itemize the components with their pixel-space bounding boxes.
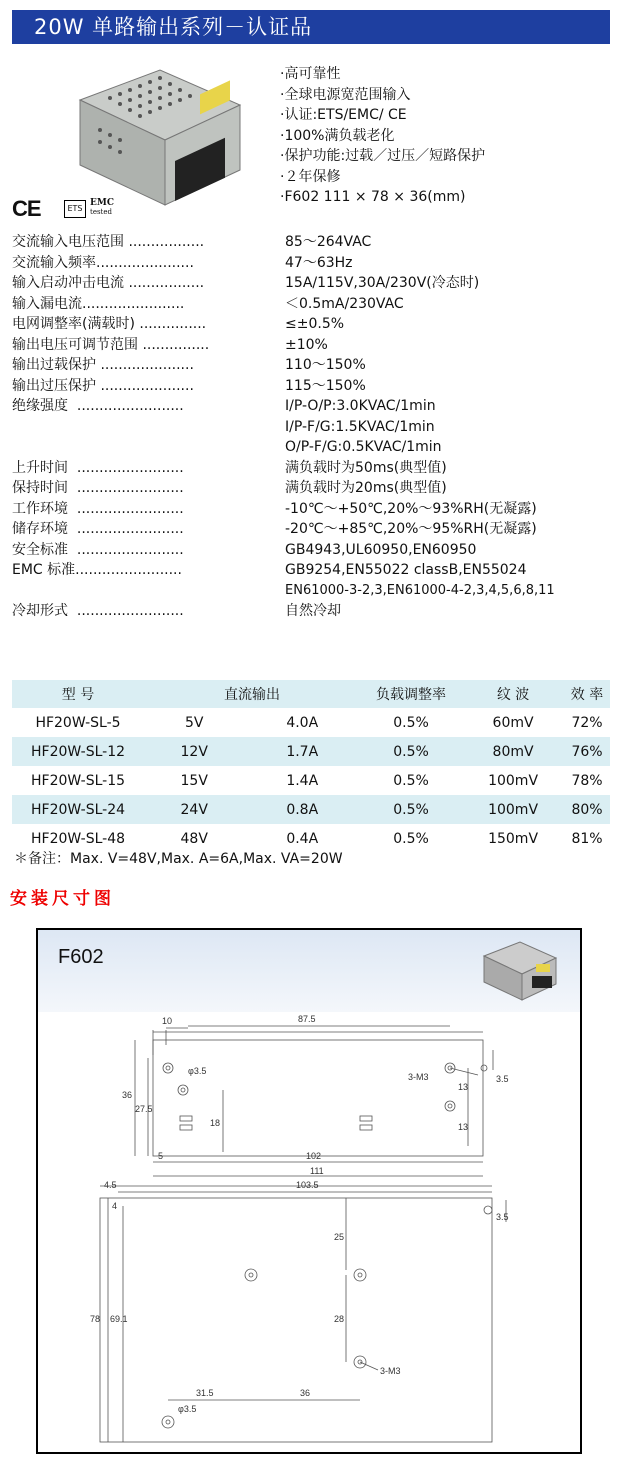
spec-row: EN61000-3-2,3,EN61000-4-2,3,4,5,6,8,11 [285, 582, 555, 598]
dim-label: 3.5 [496, 1212, 509, 1222]
product-photo [70, 60, 250, 210]
col-header-dc-output: 直流输出 [144, 680, 360, 708]
spec-row: 交流输入频率...................... 47～63Hz [12, 254, 353, 271]
feature-item: ·全球电源宽范围输入 [280, 86, 411, 103]
col-header-model: 型 号 [12, 680, 144, 708]
feature-item: ·高可靠性 [280, 66, 341, 82]
dim-label: 28 [334, 1314, 345, 1324]
dim-label: φ3.5 [188, 1066, 207, 1076]
spec-row: 冷却形式 ........................ 自然冷却 [12, 603, 341, 619]
dim-label: 78 [90, 1314, 101, 1324]
table-row: HF20W-SL-12 12V 1.7A 0.5% 80mV 76% [12, 737, 610, 766]
spec-row: 交流输入电压范围 ................. 85～264VAC [12, 234, 372, 250]
spec-row: 保持时间 ........................ 满负载时为20ms(典型值) [12, 480, 447, 496]
feature-item: ·２年保修 [280, 168, 341, 185]
feature-list [280, 64, 485, 208]
dim-label: 36 [300, 1388, 311, 1398]
feature-item: ·保护功能:过载／过压／短路保护 [280, 148, 486, 164]
spec-row: 输出过载保护 ..................... 110～150% [12, 357, 366, 373]
dimension-lines [38, 930, 582, 1454]
footnote: ＊备注：Max. V=48V,Max. A=6A,Max. VA=20W [14, 851, 343, 867]
dim-label: 87.5 [298, 1014, 316, 1024]
spec-row: 输出过压保护 ..................... 115～150% [12, 377, 366, 394]
dim-label: 27.5 [135, 1104, 153, 1114]
dimension-drawing [36, 928, 582, 1454]
table-row: HF20W-SL-24 24V 0.8A 0.5% 100mV 80% [12, 795, 610, 824]
spec-row: 输入漏电流....................... ＜0.5mA/230VAC [12, 295, 404, 312]
dim-label: φ3.5 [178, 1404, 197, 1414]
spec-row: 工作环境 ........................ -10℃～+50℃,20%～93%RH(无凝露) [12, 500, 537, 517]
dim-label: 3.5 [496, 1074, 509, 1084]
emc-tested-mark: EMC tested [90, 198, 114, 216]
table-row: HF20W-SL-48 48V 0.4A 0.5% 150mV 81% [30, 830, 603, 847]
dim-label: 5 [158, 1151, 164, 1161]
spec-row: 输入启动冲击电流 ................. 15A/115V,30A/230V(冷态时) [12, 275, 480, 291]
col-header-efficiency: 效 率 [564, 680, 610, 708]
spec-row: 绝缘强度 ........................ I/P-O/P:3.0KVAC/1min [12, 398, 436, 414]
feature-item: ·100%满负载老化 [280, 127, 395, 144]
spec-row: I/P-F/G:1.5KVAC/1min [285, 418, 435, 435]
spec-row: O/P-F/G:0.5KVAC/1min [285, 439, 442, 455]
dim-label: 3-M3 [408, 1072, 429, 1082]
ce-mark: CE [12, 196, 41, 221]
dim-label: 25 [334, 1232, 345, 1242]
dim-label: 13 [458, 1122, 469, 1132]
dim-label: 69.1 [110, 1314, 128, 1324]
col-header-ripple: 纹 波 [462, 680, 564, 708]
dim-label: 10 [162, 1016, 173, 1026]
spec-row: EMC 标准........................ GB9254,EN55022 classB,EN55024 [12, 562, 527, 578]
dim-label: 36 [122, 1090, 133, 1100]
dim-label: 18 [210, 1118, 221, 1128]
spec-row: 储存环境 ........................ -20℃～+85℃,20%～95%RH(无凝露) [12, 521, 537, 537]
page-title: 20W 单路输出系列－认证品 [12, 10, 610, 44]
spec-table [12, 232, 612, 622]
drawing-model-code: F602 [58, 946, 104, 968]
dim-label: 31.5 [196, 1388, 214, 1398]
dim-label: 4.5 [104, 1180, 117, 1190]
dim-label: 3-M3 [380, 1366, 401, 1376]
ets-mark: ETS [64, 200, 86, 218]
dim-label: 13 [458, 1082, 469, 1092]
spec-row: 输出电压可调节范围 ............... ±10% [12, 336, 328, 353]
spec-row: 上升时间 ........................ 满负载时为50ms(典型值) [12, 459, 447, 476]
dim-label: 102 [306, 1151, 322, 1161]
dim-label: 4 [112, 1201, 118, 1211]
feature-item: ·F602 111 × 78 × 36(mm) [280, 189, 466, 205]
output-table [12, 680, 610, 853]
dim-label: 111 [310, 1166, 324, 1176]
spec-row: 电网调整率(满载时) ............... ≤±0.5% [12, 316, 345, 332]
table-row: HF20W-SL-15 15V 1.4A 0.5% 100mV 78% [30, 772, 603, 789]
table-row: HF20W-SL-5 5V 4.0A 0.5% 60mV 72% [35, 714, 603, 731]
dim-label: 103.5 [296, 1180, 319, 1190]
install-dimensions-title: 安装尺寸图 [10, 889, 115, 909]
spec-row: 安全标准 ........................ GB4943,UL60950,EN60950 [12, 541, 477, 558]
feature-item: ·认证:ETS/EMC/ CE [280, 107, 407, 123]
col-header-load-regulation: 负载调整率 [360, 680, 462, 708]
